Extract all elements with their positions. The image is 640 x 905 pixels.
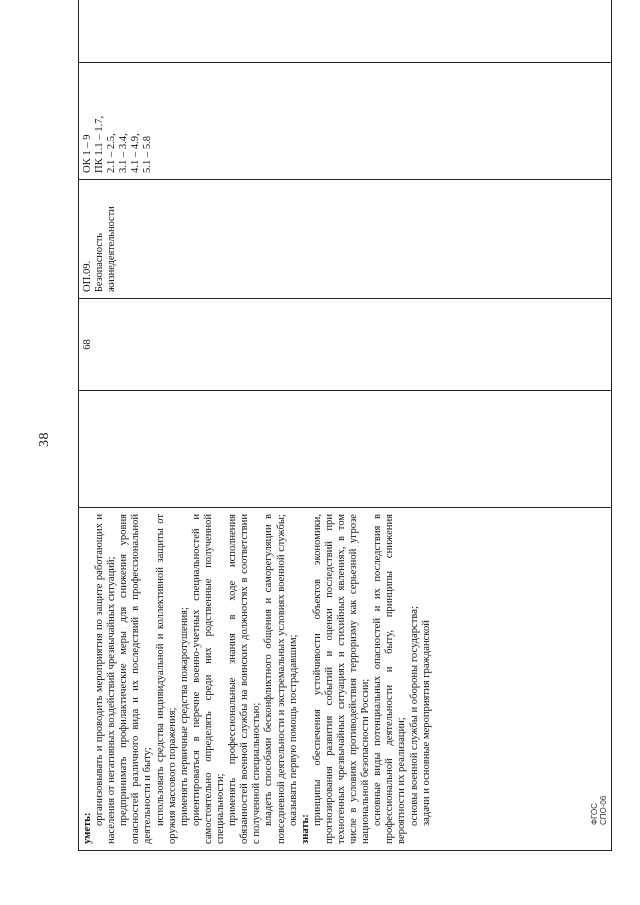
discipline-code: ОП.09. (82, 260, 93, 292)
competency-code: ПК 1.1 – 1.7, (94, 115, 106, 173)
discipline-name: Безопасность жизнедеятельности (94, 206, 118, 292)
max-hours-cell (79, 391, 612, 508)
knowledge-item: принципы обеспечения устойчивости объектов экономики, прогнозирования развития событий и оценки последствий при техногенных чрезвычайных ситуациях и стихийных явлениях, в том числе в условиях противодействия терроризму как серьезной угрозе национальной безопасности России; (311, 514, 372, 844)
discipline-cell (79, 180, 612, 299)
skill-item: использовать средства индивидуальной и коллективной защиты от оружия массового поражения; (154, 514, 178, 844)
competency-code: 5.1 – 5.8 (142, 135, 154, 173)
competency-code: 3.1 – 3.4, (118, 133, 130, 173)
knowledge-item: основные виды потенциальных опасностей и их последствия в профессиональной деятельности и быту, принципы снижения вероятности их реализации; (372, 514, 408, 844)
skill-item: применять первичные средства пожаротушения; (178, 607, 190, 826)
footer-document-code: ФГОС СПО-06 (590, 795, 608, 825)
skill-item: предпринимать профилактические меры для снижения уровня опасностей различного вида и их последствий в профессиональной деятельности и быту; (118, 514, 154, 844)
competency-code: ОК 1 – 9 (82, 134, 93, 173)
skill-item: оказывать первую помощь пострадавшим; (287, 634, 299, 826)
competency-code: 2.1 – 2.5, (106, 133, 118, 173)
table-row (79, 0, 612, 851)
skills-heading: уметь: (82, 812, 93, 844)
knowledge-heading: знать: (299, 814, 311, 844)
rotated-table-wrapper (78, 33, 612, 851)
skill-item: владеть способами бесконфликтного общения и саморегуляции в повседневной деятельности и экстремальных условиях военной службы; (263, 514, 287, 844)
curriculum-table (78, 0, 612, 851)
hours-cell: 68 (79, 299, 612, 391)
competency-code: 4.1 – 4.9, (130, 133, 142, 173)
knowledge-item: задачи и основные мероприятия гражданской (420, 620, 432, 826)
empty-cell (79, 0, 612, 63)
skill-item: применять профессиональные знания в ходе исполнения обязанностей военной службы на воинских должностях в соответствии с полученной специальностью; (227, 514, 263, 844)
knowledge-item: основы военной службы и обороны государства; (408, 606, 420, 826)
skill-item: ориентироваться в перечне военно-учетных специальностей и самостоятельно определять среди них родственные полученной специальности; (190, 514, 227, 844)
requirements-cell (79, 508, 612, 851)
competencies-cell (79, 63, 612, 180)
skill-item: организовывать и проводить мероприятия по защите работающих и населения от негативных воздействий чрезвычайных ситуаций; (94, 514, 118, 844)
page-number: 38 (37, 432, 52, 447)
